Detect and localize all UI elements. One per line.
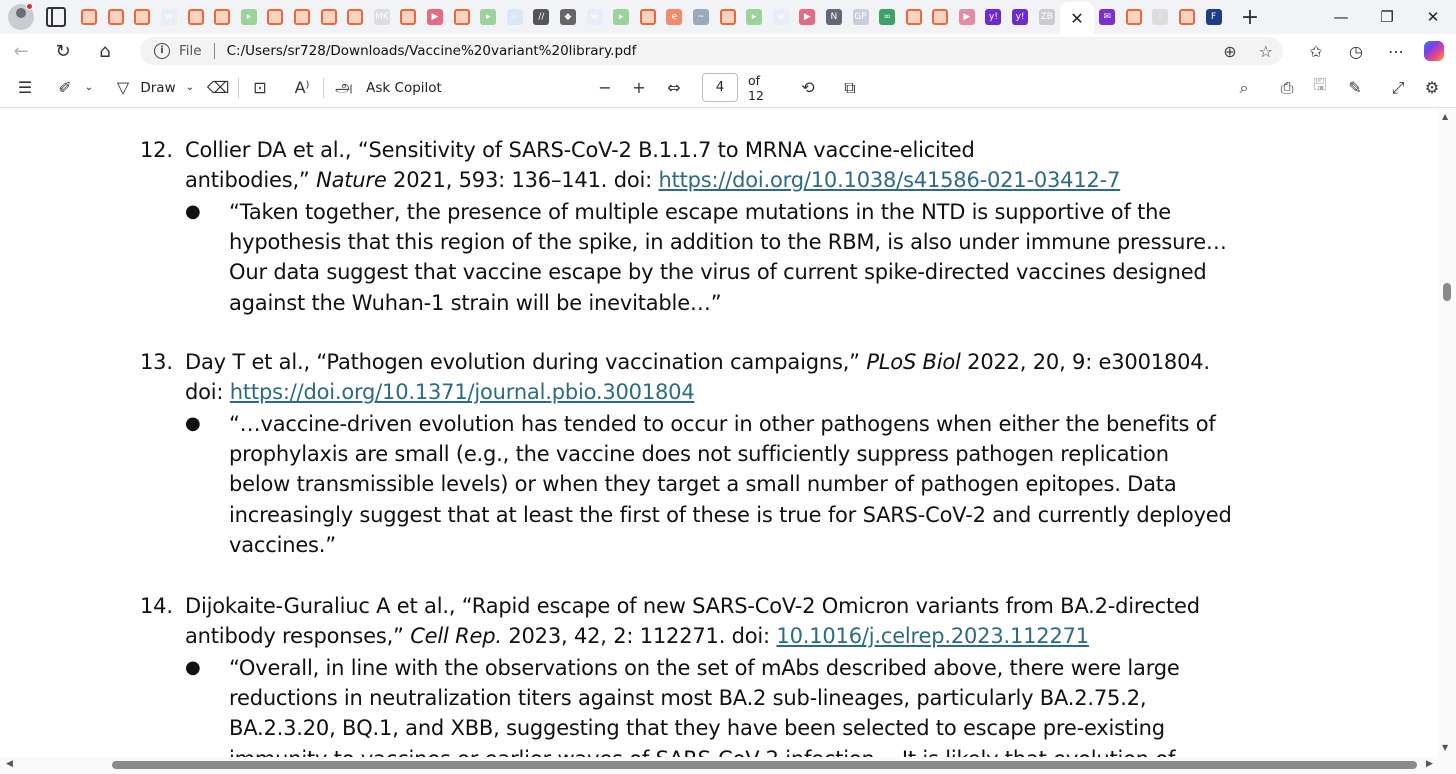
close-window-button[interactable]: ✕ [1426,8,1440,26]
w-favicon-icon: w [161,9,177,25]
vertical-scroll-thumb[interactable] [1443,283,1451,301]
browser-actions [1296,34,1444,68]
more-menu-icon[interactable]: ⋯ [1388,41,1404,61]
news-favicon-icon: N [826,9,842,25]
browser-tab[interactable] [1121,3,1148,31]
doi-link[interactable]: https://doi.org/10.1371/journal.pbio.3001804 [229,380,695,404]
reference-text: doi: [185,380,230,404]
scroll-left-arrow-icon[interactable]: ◀ [6,759,13,769]
scroll-right-arrow-icon[interactable]: ▶ [1426,759,1433,769]
browser-tab[interactable] [129,3,156,31]
back-button[interactable]: ← [13,40,29,62]
orange-favicon-icon [400,9,416,25]
quote-line: “Overall, in line with the observations on the set of mAbs described above, there were large [229,656,1180,680]
diamond-favicon-icon: ◆ [560,9,576,25]
save-as-icon[interactable]: ✎ [1348,78,1362,97]
youtube-favicon-icon: ▶ [799,9,815,25]
fullscreen-icon[interactable]: ⤢ [1391,77,1405,97]
browser-tab[interactable] [794,3,821,31]
reference-line: Dijokaite-Guraliuc A et al., “Rapid escape of new SARS-CoV-2 Omicron variants from BA.2-directed [185,594,1200,618]
scroll-down-arrow-icon[interactable]: ▼ [1442,743,1449,752]
restore-button[interactable]: ❐ [1380,8,1394,26]
browser-tab[interactable] [1007,3,1034,31]
settings-gear-icon[interactable]: ⚙ [1424,78,1440,97]
browser-tab[interactable] [369,3,396,31]
rotate-icon[interactable]: ⟲ [801,78,815,97]
notification-dot [26,3,33,10]
pdf-toolbar [0,68,1456,108]
fox-favicon-icon: F [1206,9,1222,25]
tab-strip [0,0,1456,34]
browser-tab[interactable] [209,3,236,31]
home-button[interactable]: ⌂ [99,40,111,62]
profile-avatar[interactable] [8,4,34,30]
orange-favicon-icon [906,9,922,25]
orange-favicon-icon [932,9,948,25]
browser-tab[interactable] [688,3,715,31]
browser-tab[interactable] [156,3,183,31]
minimize-button[interactable]: — [1333,8,1349,26]
journal-name: Cell Rep. [410,624,502,648]
browser-tab[interactable] [103,3,130,31]
browser-tab[interactable] [528,3,555,31]
new-tab-button[interactable]: + [1240,4,1260,30]
quote-line: against the Wuhan-1 strain will be inevitable…” [229,290,722,315]
page-number-input[interactable]: 4 [702,73,738,102]
reference-line [185,377,1245,407]
quote-line: below transmissible levels) or when they target a small number of pathogen epitopes. Data [229,472,1177,497]
browser-tab[interactable] [315,3,342,31]
draw-icon[interactable]: ▽ [116,78,130,97]
gp-favicon-icon: GP [853,9,869,25]
search-favicon-icon: ⌕ [507,9,523,25]
yahoo-favicon-icon: y! [985,9,1001,25]
browser-tab[interactable] [634,3,661,31]
copilot-icon[interactable] [1424,41,1444,61]
search-icon[interactable]: ⌕ [1239,77,1249,97]
close-tab-icon[interactable]: ✕ [1070,8,1084,28]
grn-favicon-icon: ∞ [879,9,895,25]
reference-quote [185,653,1259,774]
reference-text: 2022, 20, 9: e3001804. [960,350,1210,374]
dark-favicon-icon: // [533,9,549,25]
quote-line: increasingly suggest that at least the first of these is true for SARS-CoV-2 and currently deployed [229,502,1232,527]
green-favicon-icon: ▸ [746,9,762,25]
orange-favicon-icon [267,9,283,25]
zoom-in-icon[interactable]: + [632,78,646,97]
browser-tab[interactable] [555,3,582,31]
reference-number: 12. [140,138,173,162]
address-bar[interactable] [140,37,1283,65]
orange-favicon-icon [188,9,204,25]
browser-tab[interactable] [821,3,848,31]
bullet: ● [185,657,201,678]
reference-line: Collier DA et al., “Sensitivity of SARS-CoV-2 B.1.1.7 to MRNA vaccine-elicited [185,138,975,162]
horizontal-scroll-thumb[interactable] [112,761,1417,769]
youtube-favicon-icon: ▶ [427,9,443,25]
reference-quote [185,409,1259,560]
print-icon[interactable]: ⎙ [1280,77,1294,97]
browser-tab[interactable] [714,3,741,31]
e-favicon-icon: e [666,9,682,25]
reference-line [185,347,1245,377]
doi-link[interactable]: https://doi.org/10.1038/s41586-021-03412-7 [658,168,1121,192]
quote-line: Our data suggest that vaccine escape by the virus of current spike-directed vaccines designed [229,260,1207,285]
quote-line: “…vaccine-driven evolution has tended to occur in other pathogens when either the benefits of [229,412,1216,436]
reference-text: 2021, 593: 136–141. doi: [386,168,659,192]
orange-favicon-icon [134,9,150,25]
green-favicon-icon: ▸ [241,9,257,25]
journal-name: PLoS Biol [866,350,961,374]
window-controls [1318,0,1456,34]
browser-tab[interactable] [76,3,103,31]
pink-favicon-icon: ▶ [959,9,975,25]
orange-favicon-icon [454,9,470,25]
reference-text: Day T et al., “Pathogen evolution during vaccination campaigns,” [185,350,867,374]
page-total: of 12 [748,72,764,103]
browser-tab[interactable] [661,3,688,31]
reference-text: antibody responses,” [185,624,411,648]
reference-number: 14. [140,594,173,618]
tab-actions-icon[interactable] [46,7,66,27]
url-separator [214,43,215,59]
info-icon[interactable]: i [154,43,170,59]
browser-tab[interactable] [236,3,263,31]
save-icon[interactable]: 🖫 [1313,75,1327,94]
orange-favicon-icon [321,9,337,25]
zb-favicon-icon: ZB [1039,9,1055,25]
active-tab[interactable] [1060,2,1094,34]
orange-favicon-icon [347,9,363,25]
browser-tab[interactable] [262,3,289,31]
browser-tab[interactable] [767,3,794,31]
browser-tab[interactable] [954,3,981,31]
gray-favicon-icon: ◦ [1152,9,1168,25]
yahoo-favicon-icon: y! [1012,9,1028,25]
pdf-viewport[interactable] [0,109,1438,757]
reference-quote [185,197,1259,318]
browser-tab[interactable] [448,3,475,31]
reference-text: 2023, 42, 2: 112271. doi: [501,624,777,648]
zoom-out-icon[interactable]: − [598,78,612,97]
browser-tab[interactable] [1033,3,1060,31]
orange-favicon-icon [1179,9,1195,25]
orange-favicon-icon [81,9,97,25]
eraser-icon[interactable]: ⌫ [206,78,230,97]
highlight-dropdown-icon[interactable]: ⌄ [84,82,94,93]
url-text[interactable]: C:/Users/sr728/Downloads/Vaccine%20variant%20library.pdf [226,43,637,59]
refresh-button[interactable]: ↻ [55,40,71,62]
contents-icon[interactable]: ☰ [17,78,33,97]
orange-favicon-icon [294,9,310,25]
quote-line: hypothesis that this region of the spike, in addition to the RBM, is also under immune pressure… [229,230,1227,255]
url-scheme-label: File [179,43,202,59]
browser-tab[interactable] [1200,3,1227,31]
history-icon[interactable]: ◷ [1349,41,1363,61]
w-favicon-icon: w [773,9,789,25]
page-view-icon[interactable]: ⧉ [844,77,856,97]
quote-line: reductions in neutralization titers against most BA.2 sub-lineages, particularly BA.2.75.2, [229,686,1147,711]
browser-tab[interactable] [1174,3,1201,31]
browser-tab[interactable] [741,3,768,31]
reference-number: 13. [140,350,173,374]
browser-tab[interactable] [581,3,608,31]
draw-dropdown-icon[interactable]: ⌄ [185,82,195,93]
text-box-icon[interactable]: ⊡ [253,78,267,97]
highlight-icon[interactable]: ✐ [58,78,72,97]
browser-tab[interactable] [422,3,449,31]
orange-favicon-icon [640,9,656,25]
read-aloud-icon[interactable]: A⁾ [294,78,310,97]
browser-tab[interactable] [289,3,316,31]
ask-copilot-button[interactable]: Ask Copilot [366,79,442,96]
browser-tab[interactable] [927,3,954,31]
horizontal-scrollbar[interactable] [0,757,1456,774]
favorite-star-icon[interactable]: ☆ [1258,41,1273,61]
orange-favicon-icon [214,9,230,25]
browser-tab[interactable] [1147,3,1174,31]
browser-tab[interactable] [847,3,874,31]
draw-button[interactable]: Draw [140,79,176,96]
orange-favicon-icon [1126,9,1142,25]
orange-favicon-icon [108,9,124,25]
reference-text: antibodies,” [185,168,317,192]
quote-line: BA.2.3.20, BQ.1, and XBB, suggesting that they have been selected to escape pre-existing [229,716,1165,741]
quote-line: “Taken together, the presence of multiple escape mutations in the NTD is supportive of the [229,200,1171,224]
bullet: ● [185,413,201,434]
browser-tab[interactable] [475,3,502,31]
scroll-up-arrow-icon[interactable]: ▲ [1442,112,1449,121]
bird-favicon-icon: ~ [693,9,709,25]
browser-tab[interactable] [980,3,1007,31]
fit-page-icon[interactable]: ⇔ [667,78,681,97]
browser-tab[interactable] [900,3,927,31]
mail-favicon-icon: ✉ [1099,9,1115,25]
browser-tab[interactable] [395,3,422,31]
address-bar-row [0,34,1456,68]
journal-name: Nature [316,168,387,192]
browser-tab[interactable] [342,3,369,31]
browser-tab[interactable] [182,3,209,31]
quote-line: vaccines.” [229,532,336,557]
browser-tab[interactable] [608,3,635,31]
favorites-icon[interactable]: ✩ [1309,41,1323,61]
browser-tab[interactable] [502,3,529,31]
orange-favicon-icon [720,9,736,25]
vertical-scrollbar[interactable] [1438,109,1456,757]
zoom-icon[interactable]: ⊕ [1223,41,1237,61]
mk-favicon-icon: MK [374,9,390,25]
browser-tab[interactable] [1094,3,1121,31]
browser-tab[interactable] [874,3,901,31]
green-favicon-icon: ▸ [480,9,496,25]
reference-line [185,621,1245,651]
doi-link[interactable]: 10.1016/j.celrep.2023.112271 [776,624,1089,648]
translate-icon[interactable]: அ [335,77,353,96]
w-favicon-icon: w [587,9,603,25]
quote-line: prophylaxis are small (e.g., the vaccine does not sufficiently suppress pathogen replication [229,442,1169,467]
reference-line [185,165,1245,195]
bullet: ● [185,201,201,222]
green-favicon-icon: ▸ [613,9,629,25]
tab-list [76,0,1265,34]
